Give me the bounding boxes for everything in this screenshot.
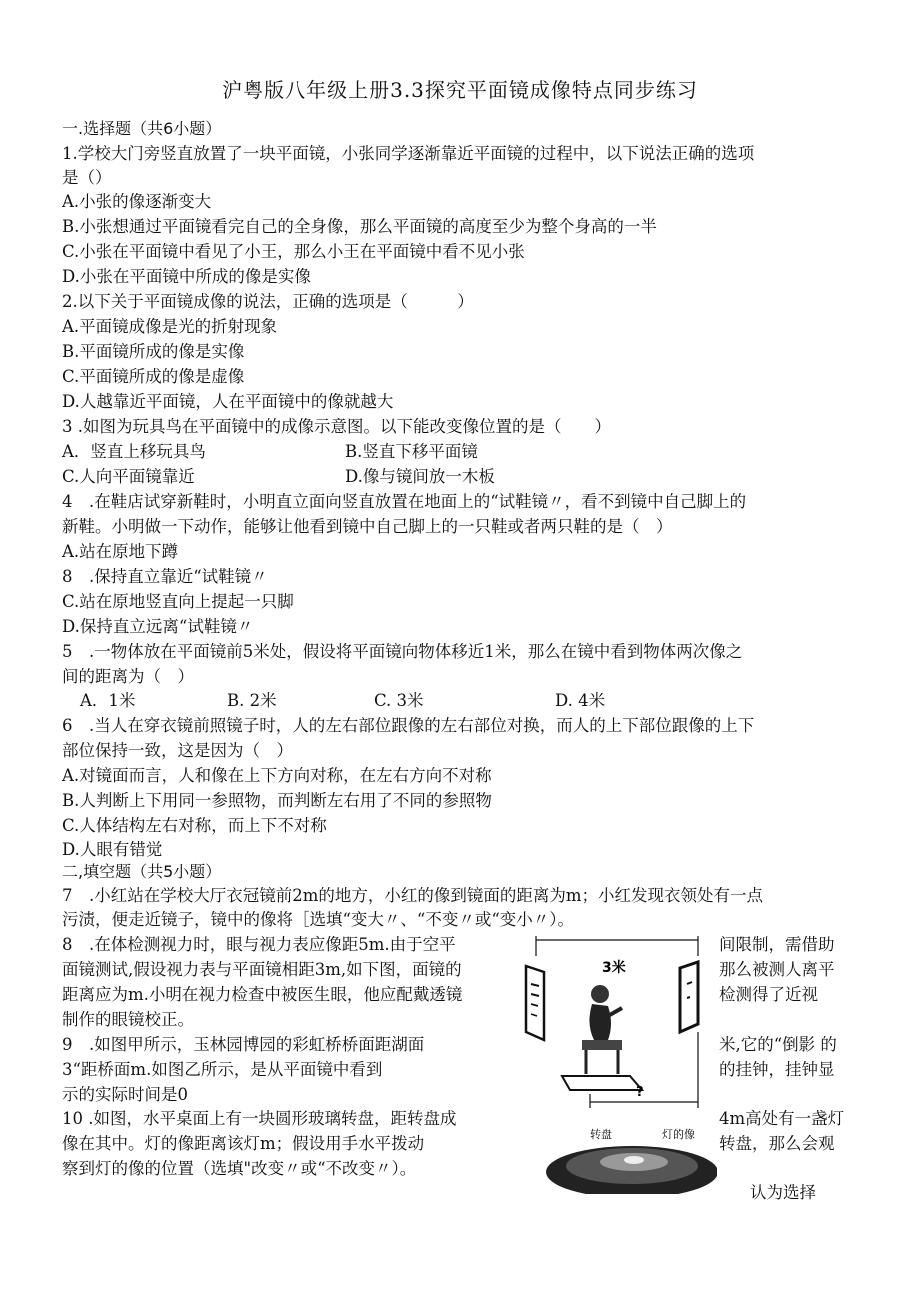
q6-option-d: D.人眼有错觉 xyxy=(62,840,163,859)
q6-option-a: A.对镜面而言，人和像在上下方向对称，在左右方向不对称 xyxy=(62,766,492,785)
eye-test-figure xyxy=(522,932,717,1194)
turntable-label: 转盘 xyxy=(590,1128,612,1141)
q5-stem-line1: 5 .一物体放在平面镜前5米处，假设将平面镜向物体移近1米，那么在镜中看到物体两次像之 xyxy=(62,642,743,661)
q4-option-a: A.站在原地下蹲 xyxy=(62,542,179,561)
q5-option-c: C. 3米 xyxy=(374,691,424,710)
q10-line3: 察到灯的像的位置（选填"改变〃或“不改变〃）。 xyxy=(62,1159,417,1178)
q5-option-b: B. 2米 xyxy=(227,691,277,710)
q8-line3: 距离应为m.小明在视力检查中被医生眼，他应配戴透镜 xyxy=(62,985,463,1004)
q8-line2-right: 那么被测人离平 xyxy=(719,960,835,979)
q1-option-c: C.小张在平面镜中看见了小王，那么小王在平面镜中看不见小张 xyxy=(62,242,525,261)
q4-option-d: D.保持直立远离“试鞋镜〃 xyxy=(62,617,254,636)
q10-line1: 10 .如图，水平桌面上有一块圆形玻璃转盘，距转盘成 xyxy=(62,1109,457,1128)
q10-line4-right: 认为选择 xyxy=(750,1183,816,1202)
q8-line1-right: 间限制，需借助 xyxy=(719,935,835,954)
q10-line1-right: 4m高处有一盏灯 xyxy=(719,1109,845,1128)
q6-stem-line1: 6 .当人在穿衣镜前照镜子时，人的左右部位跟像的左右部位对换，而人的上下部位跟像的上下 xyxy=(62,716,755,735)
section-heading-fill: 二,填空题（共5小题） xyxy=(62,862,222,881)
q4-option-b: 8 .保持直立靠近“试鞋镜〃 xyxy=(62,567,268,586)
q9-line3: 示的实际时间是0 xyxy=(62,1085,188,1104)
q1-option-a: A.小张的像逐渐变大 xyxy=(62,192,212,211)
q8-line3-right: 检测得了近视 xyxy=(719,985,818,1004)
q3-option-d: D.像与镜间放一木板 xyxy=(345,467,495,486)
q7-line2: 污渍，便走近镜子，镜中的像将［选填“变大〃、“不变〃或“变小〃）。 xyxy=(62,910,575,929)
q2-option-c: C.平面镜所成的像是虚像 xyxy=(62,367,245,386)
q2-option-b: B.平面镜所成的像是实像 xyxy=(62,342,245,361)
turntable-figure xyxy=(546,1127,717,1194)
q5-option-d: D. 4米 xyxy=(555,691,606,710)
q2-option-d: D.人越靠近平面镜，人在平面镜中的像就越大 xyxy=(62,392,394,411)
eye-chart-icon xyxy=(526,966,544,1040)
q3-stem: 3 .如图为玩具鸟在平面镜中的成像示意图。以下能改变像位置的是（ ） xyxy=(62,417,611,436)
q3-option-b: B.竖直下移平面镜 xyxy=(345,442,478,461)
q6-option-b: B.人判断上下用同一参照物，而判断左右用了不同的参照物 xyxy=(62,791,492,810)
person-icon xyxy=(562,985,642,1090)
section-heading-choice: 一.选择题（共6小题） xyxy=(62,119,222,138)
q9-line2-right: 的挂钟，挂钟显 xyxy=(719,1060,835,1079)
q3-option-c: C.人向平面镜靠近 xyxy=(62,467,195,486)
page-title: 沪粤版八年级上册3.3探究平面镜成像特点同步练习 xyxy=(222,78,698,102)
q2-option-a: A.平面镜成像是光的折射现象 xyxy=(62,317,278,336)
q1-stem-line1: 1.学校大门旁竖直放置了一块平面镜，小张同学逐渐靠近平面镜的过程中，以下说法正确的选项 xyxy=(62,144,755,163)
q9-line2: 3“距桥面m.如图乙所示，是从平面镜中看到 xyxy=(62,1060,383,1079)
q2-stem: 2.以下关于平面镜成像的说法，正确的选项是（ ） xyxy=(62,292,474,311)
unknown-distance-label: ? xyxy=(636,1085,644,1100)
q4-stem-line1: 4 .在鞋店试穿新鞋时，小明直立面向竖直放置在地面上的“试鞋镜〃，看不到镜中自己脚上的 xyxy=(62,492,747,511)
q1-stem-line2: 是（） xyxy=(62,168,112,187)
q10-line2-right: 转盘，那么会观 xyxy=(719,1134,835,1153)
q3-option-a: A．竖直上移玩具鸟 xyxy=(62,442,206,461)
distance-label: 3米 xyxy=(602,960,626,976)
q5-stem-line2: 间的距离为（ ） xyxy=(62,667,194,686)
q4-option-c: C.站在原地竖直向上提起一只脚 xyxy=(62,592,294,611)
mirror-icon xyxy=(680,962,698,1032)
q9-line1: 9 .如图甲所示，玉林园博园的彩虹桥桥面距湖面 xyxy=(62,1035,425,1054)
q8-line4: 制作的眼镜校正。 xyxy=(62,1010,194,1029)
q4-stem-line2: 新鞋。小明做一下动作，能够让他看到镜中自己脚上的一只鞋或者两只鞋的是（ ） xyxy=(62,517,673,536)
q9-line1-right: 米,它的“倒影 的 xyxy=(719,1035,837,1054)
q10-line2: 像在其中。灯的像距离该灯m；假设用手水平拨动 xyxy=(62,1134,425,1153)
q1-option-d: D.小张在平面镜中所成的像是实像 xyxy=(62,267,311,286)
q7-line1: 7 .小红站在学校大厅衣冠镜前2m的地方，小红的像到镜面的距离为m；小红发现衣领处有一点 xyxy=(62,886,764,905)
q8-line2: 面镜测试,假设视力表与平面镜相距3m,如下图，面镜的 xyxy=(62,960,462,979)
lamp-image-label: 灯的像 xyxy=(662,1128,695,1141)
q8-line1: 8 .在体检测视力时，眼与视力表应像距5m.由于空平 xyxy=(62,935,456,954)
q5-option-a: A．1米 xyxy=(80,691,136,710)
q6-option-c: C.人体结构左右对称，而上下不对称 xyxy=(62,816,327,835)
q6-stem-line2: 部位保持一致，这是因为（ ） xyxy=(62,741,293,760)
q1-option-b: B.小张想通过平面镜看完自己的全身像，那么平面镜的高度至少为整个身高的一半 xyxy=(62,217,657,236)
